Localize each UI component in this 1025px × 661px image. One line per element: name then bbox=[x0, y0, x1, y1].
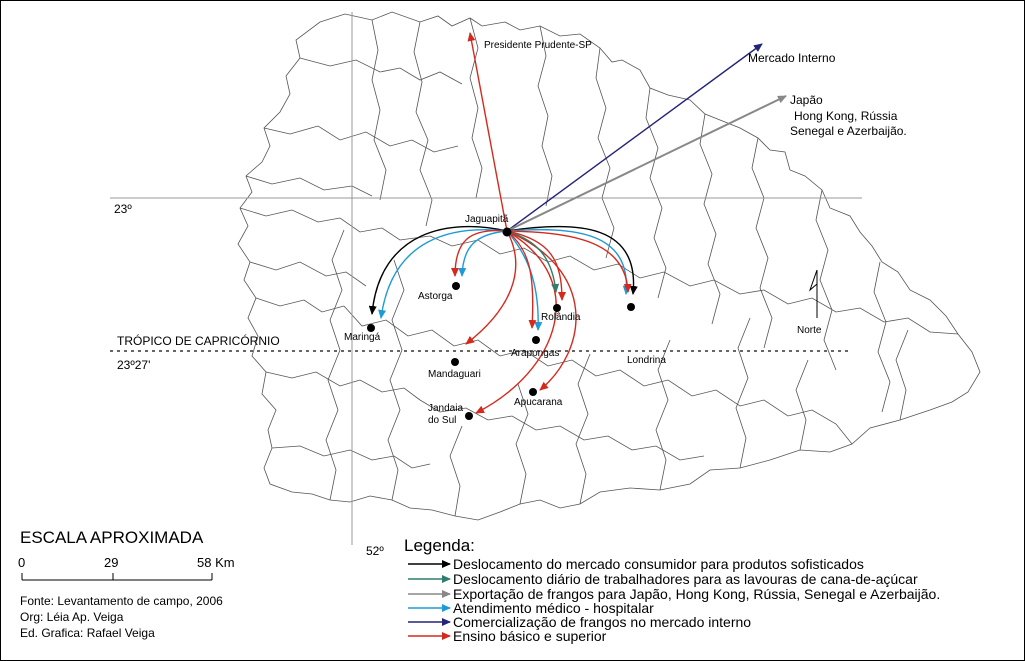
legend-label: Deslocamento do mercado consumidor para produtos sofisticados bbox=[453, 556, 864, 572]
city-label-jandaia-2: do Sul bbox=[428, 415, 457, 426]
city-label-astorga: Astorga bbox=[418, 291, 453, 302]
scale-bar bbox=[22, 573, 212, 580]
arrow-mercado-interno bbox=[507, 44, 762, 231]
flow-arrows bbox=[372, 33, 786, 413]
longitude-52: 52º bbox=[366, 544, 384, 558]
city-point-jandaia bbox=[465, 412, 473, 420]
arrow-blue-maringa bbox=[381, 230, 507, 318]
scale-title: ESCALA APROXIMADA bbox=[20, 528, 204, 547]
arrow-red-arapongas bbox=[507, 231, 533, 328]
city-point-londrina bbox=[627, 303, 635, 311]
city-label-rolandia: Rolândia bbox=[541, 312, 581, 323]
legend-title: Legenda: bbox=[404, 536, 475, 555]
city-point-jaguapita bbox=[503, 228, 512, 237]
city-label-maringa: Maringá bbox=[344, 332, 381, 343]
dest-mercado-interno: Mercado Interno bbox=[748, 51, 836, 65]
legend-item-trabalhadores bbox=[406, 572, 1025, 587]
tropic-label: TRÓPICO DE CAPRICÓRNIO bbox=[117, 334, 280, 348]
legend-label: Ensino básico e superior bbox=[453, 628, 607, 644]
city-point-arapongas bbox=[532, 336, 540, 344]
arrow-red-apucarana bbox=[507, 231, 576, 390]
city-point-astorga bbox=[452, 282, 460, 290]
legend-label: Exportação de frangos para Japão, Hong Kong, Rússia, Senegal e Azerbaijão. bbox=[453, 586, 941, 602]
scale-tick-58: 58 Km bbox=[197, 555, 235, 570]
city-point-mandaguari bbox=[451, 358, 459, 366]
legend-label: Atendimento médico - hospitalar bbox=[453, 600, 654, 616]
credit-source: Fonte: Levantamento de campo, 2006 bbox=[20, 594, 223, 608]
grid-lines bbox=[110, 12, 862, 545]
city-label-londrina: Londrina bbox=[627, 355, 666, 366]
legend-label: Comercialização de frangos no mercado interno bbox=[453, 614, 752, 630]
north-label: Norte bbox=[797, 325, 822, 336]
latitude-23-27: 23º27' bbox=[117, 358, 151, 372]
dest-export-3: Senegal e Azerbaijão. bbox=[790, 124, 907, 138]
city-point-apucarana bbox=[529, 388, 537, 396]
credit-ed: Ed. Grafica: Rafael Veiga bbox=[20, 626, 155, 640]
dest-export-1: Japão bbox=[790, 93, 823, 107]
city-label-jaguapita: Jaguapitã bbox=[465, 214, 509, 225]
scale-tick-0: 0 bbox=[18, 555, 26, 570]
legend-item-ensino bbox=[406, 629, 1025, 644]
legend-item-consumidor bbox=[406, 557, 1025, 572]
dest-presidente-prudente: Presidente Prudente-SP bbox=[484, 40, 592, 51]
legend-label: Deslocamento diário de trabalhadores para as lavouras de cana-de-açúcar bbox=[453, 571, 918, 587]
region-outline bbox=[238, 12, 980, 520]
city-label-jandaia: Jandaia bbox=[428, 403, 464, 414]
north-arrow-icon bbox=[810, 270, 817, 318]
city-point-rolandia bbox=[553, 304, 561, 312]
credit-org: Org: Léia Ap. Veiga bbox=[20, 610, 124, 624]
city-points bbox=[367, 228, 635, 421]
dest-export-2: Hong Kong, Rússia bbox=[794, 109, 898, 123]
city-point-maringa bbox=[367, 324, 375, 332]
scale-tick-29: 29 bbox=[104, 555, 119, 570]
city-label-arapongas: Arapongas bbox=[511, 348, 560, 359]
arrow-presidente-prudente bbox=[470, 33, 507, 231]
city-label-mandaguari: Mandaguari bbox=[428, 369, 481, 380]
latitude-23: 23º bbox=[114, 202, 132, 216]
city-label-apucarana: Apucarana bbox=[514, 397, 563, 408]
